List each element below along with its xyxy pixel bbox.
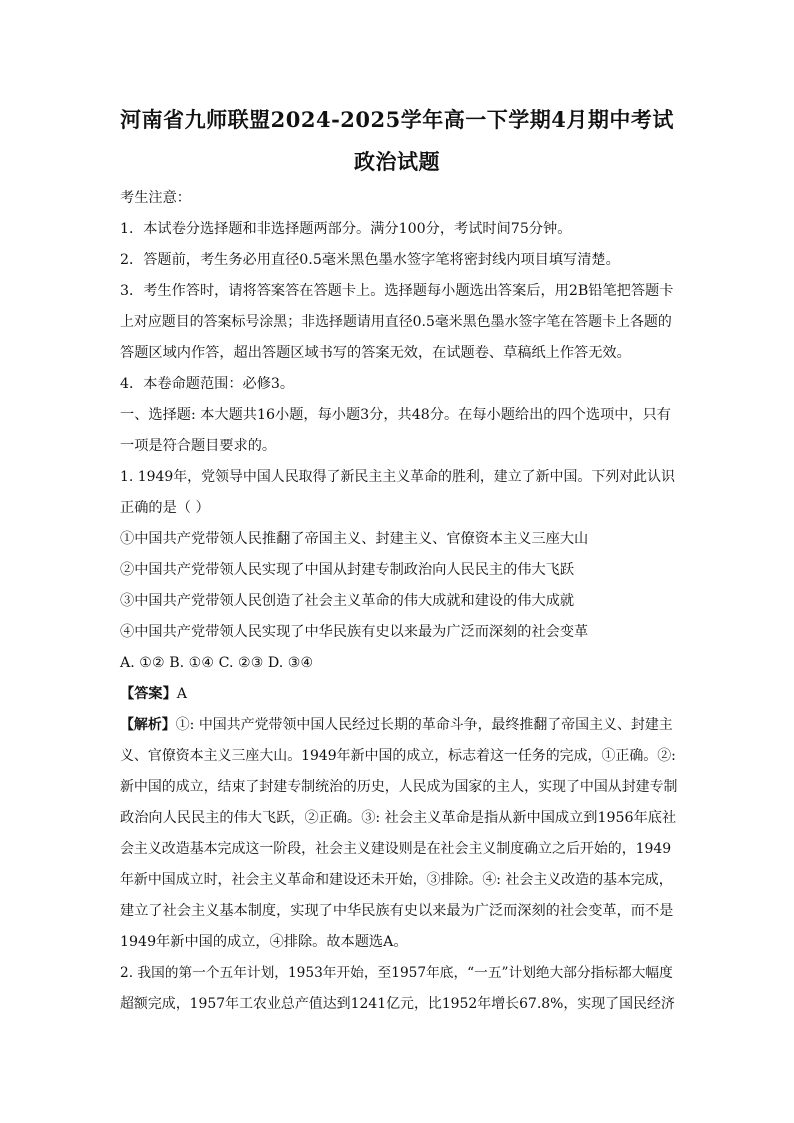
- question-1-stem-line-1: 1. 1949年，党领导中国人民取得了新民主主义革命的胜利，建立了新中国。下列对此认识: [120, 469, 675, 485]
- answer-label: 【答案】: [120, 686, 177, 702]
- question-1-option-2: ②中国共产党带领人民实现了中国从封建专制政治向人民民主的伟大飞跃: [120, 562, 575, 578]
- question-1-analysis-line-5: 会主义改造基本完成这一阶段，社会主义建设则是在社会主义制度确立之后开始的，1949: [120, 841, 672, 857]
- notice-item-4: 4．本卷命题范围：必修3。: [120, 376, 295, 392]
- question-2-stem-line-1: 2. 我国的第一个五年计划，1953年开始，至1957年底，“一五”计划绝大部分指标都大幅度: [120, 965, 673, 981]
- question-1-choices: A. ①② B. ①④ C. ②③ D. ③④: [120, 655, 314, 671]
- exam-title: 河南省九师联盟2024-2025学年高一下学期4月期中考试: [120, 107, 674, 132]
- notice-heading: 考生注意：: [120, 190, 191, 206]
- question-1-analysis-line-2: 义、官僚资本主义三座大山。1949年新中国的成立，标志着这一任务的完成，①正确。②:: [120, 748, 676, 764]
- exam-subtitle: 政治试题: [354, 149, 440, 174]
- question-1-analysis-line-6: 年新中国成立时，社会主义革命和建设还未开始，③排除。④: 社会主义改造的基本完成，: [120, 872, 673, 888]
- question-1-stem-line-2: 正确的是（ ）: [120, 500, 210, 516]
- notice-item-3-line-2: 上对应题目的答案标号涂黑；非选择题请用直径0.5毫米黑色墨水签字笔在答题卡上各题的: [120, 314, 672, 330]
- question-1-analysis-line-1: [120, 715, 680, 735]
- notice-item-1: 1．本试卷分选择题和非选择题两部分。满分100分，考试时间75分钟。: [120, 221, 572, 237]
- section-intro-line-2: 一项是符合题目要求的。: [120, 438, 277, 454]
- question-1-answer: [120, 684, 680, 704]
- section-intro-line-1: 一、选择题: 本大题共16小题，每小题3分，共48分。在每小题给出的四个选项中，只有: [120, 407, 671, 423]
- question-1-analysis-line-3: 新中国的成立，结束了封建专制统治的历史，人民成为国家的主人，实现了中国从封建专制: [120, 779, 678, 795]
- notice-item-3-line-1: 3．考生作答时，请将答案答在答题卡上。选择题每小题选出答案后，用2B铅笔把答题卡: [120, 283, 674, 299]
- analysis-text: ①: 中国共产党带领中国人民经过长期的革命斗争，最终推翻了帝国主义、封建主: [175, 717, 673, 733]
- answer-value: A: [176, 686, 188, 702]
- notice-item-3-line-3: 答题区域内作答，超出答题区域书写的答案无效，在试题卷、草稿纸上作答无效。: [120, 345, 631, 361]
- question-1-analysis-line-7: 建立了社会主义基本制度，实现了中华民族有史以来最为广泛而深刻的社会变革，而不是: [120, 903, 674, 919]
- analysis-label: 【解析】: [120, 717, 176, 733]
- question-1-option-3: ③中国共产党带领人民创造了社会主义革命的伟大成就和建设的伟大成就: [120, 593, 575, 609]
- question-1-option-1: ①中国共产党带领人民推翻了帝国主义、封建主义、官僚资本主义三座大山: [120, 531, 589, 547]
- question-1-option-4: ④中国共产党带领人民实现了中华民族有史以来最为广泛而深刻的社会变革: [120, 624, 589, 640]
- question-1-analysis-line-4: 政治向人民民主的伟大飞跃，②正确。③: 社会主义革命是指从新中国成立到1956年底社: [120, 810, 677, 826]
- question-2-stem-line-2: 超额完成，1957年工农业总产值达到1241亿元，比1952年增长67.8%，实现了国民经济: [120, 996, 675, 1012]
- question-1-analysis-line-8: 1949年新中国的成立，④排除。故本题选A。: [120, 934, 408, 950]
- notice-item-2: 2．答题前，考生务必用直径0.5毫米黑色墨水签字笔将密封线内项目填写清楚。: [120, 252, 620, 268]
